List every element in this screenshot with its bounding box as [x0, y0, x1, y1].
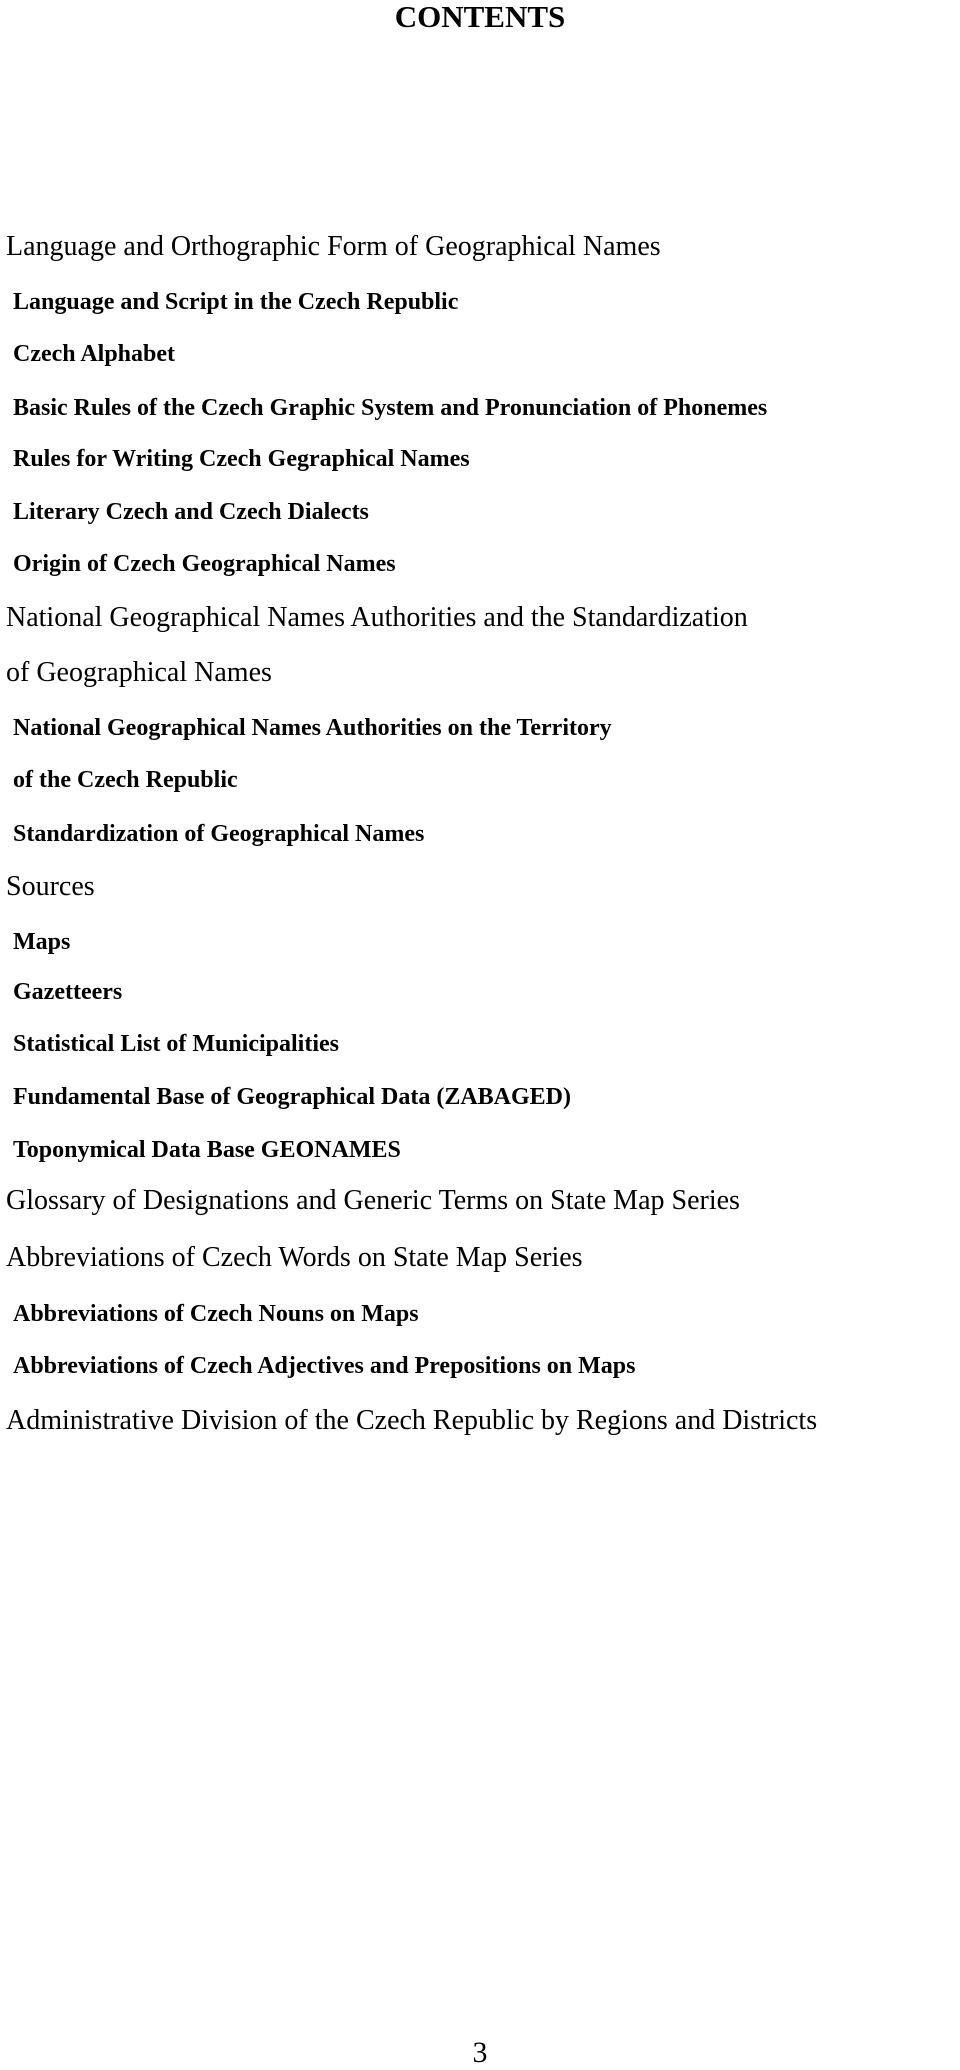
- toc-entry: National Geographical Names Authorities and the Standardization: [6, 602, 748, 633]
- toc-subentry: Abbreviations of Czech Nouns on Maps: [13, 1301, 419, 1327]
- toc-subentry: Maps: [13, 929, 71, 955]
- toc-subentry: Gazetteers: [13, 979, 123, 1005]
- toc-subentry: Toponymical Data Base GEONAMES: [13, 1137, 401, 1163]
- toc-subentry: Language and Script in the Czech Republic: [13, 289, 459, 315]
- toc-subentry: Statistical List of Municipalities: [13, 1031, 339, 1057]
- page-number: 3: [472, 2036, 488, 2069]
- toc-entry: Glossary of Designations and Generic Terms on State Map Series: [6, 1185, 740, 1216]
- toc-entry: Sources: [6, 871, 95, 902]
- toc-subentry: Abbreviations of Czech Adjectives and Prepositions on Maps: [13, 1353, 636, 1379]
- toc-entry: Language and Orthographic Form of Geographical Names: [6, 231, 661, 262]
- toc-entry: Abbreviations of Czech Words on State Map Series: [6, 1242, 583, 1273]
- toc-subentry: Literary Czech and Czech Dialects: [13, 499, 369, 525]
- toc-entry: of Geographical Names: [6, 657, 272, 688]
- toc-subentry: Czech Alphabet: [13, 341, 175, 367]
- toc-subentry: Standardization of Geographical Names: [13, 821, 425, 847]
- toc-subentry: Basic Rules of the Czech Graphic System and Pronunciation of Phonemes: [13, 395, 768, 421]
- toc-subentry: Fundamental Base of Geographical Data (ZABAGED): [13, 1084, 571, 1110]
- toc-subentry: of the Czech Republic: [13, 767, 238, 793]
- toc-subentry: Origin of Czech Geographical Names: [13, 551, 396, 577]
- toc-subentry: National Geographical Names Authorities on the Territory: [13, 715, 612, 741]
- toc-subentry: Rules for Writing Czech Gegraphical Names: [13, 446, 470, 472]
- toc-entry: Administrative Division of the Czech Republic by Regions and Districts: [6, 1405, 818, 1436]
- page-title: CONTENTS: [394, 0, 566, 34]
